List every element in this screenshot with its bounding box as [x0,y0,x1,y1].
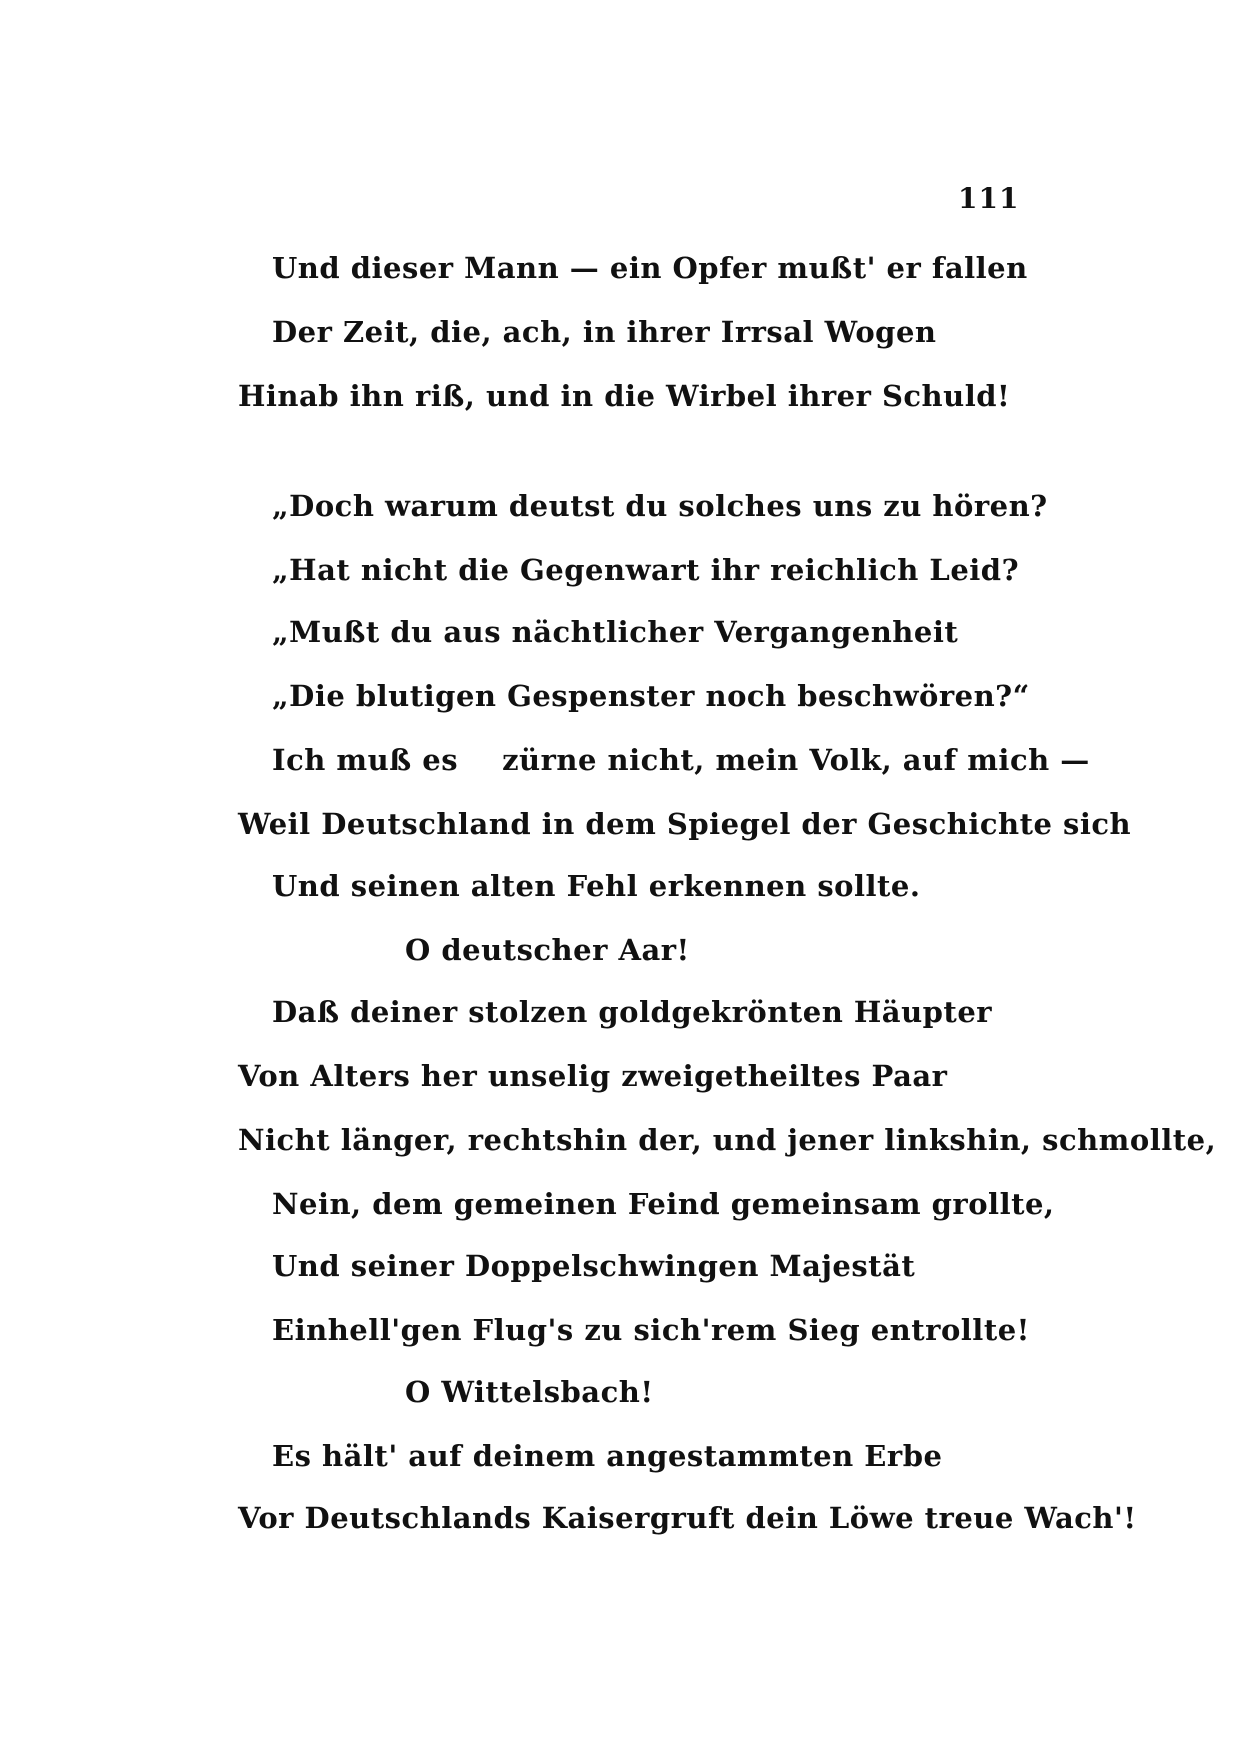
text-line: Und dieser Mann — ein Opfer mußt' er fallen [272,251,1028,285]
text-line: Weil Deutschland in dem Spiegel der Geschichte sich [238,807,1132,841]
text-line: Vor Deutschlands Kaisergruft dein Löwe treue Wach'! [238,1501,1137,1535]
text-line: „Doch warum deutst du solches uns zu hören? [272,489,1048,523]
text-line: Und seiner Doppelschwingen Majestät [272,1249,916,1283]
page-number: 111 [958,182,1020,215]
text-line-split [272,742,1090,778]
text-line: „Die blutigen Gespenster noch beschwören?“ [272,679,1030,713]
text-line-part: Ich muß es [272,743,459,777]
text-line: Nicht länger, rechtshin der, und jener linkshin, schmollte, [238,1123,1217,1157]
text-line: O Wittelsbach! [405,1375,654,1409]
text-line: Der Zeit, die, ach, in ihrer Irrsal Wogen [272,315,937,349]
text-line: Einhell'gen Flug's zu sich'rem Sieg entrollte! [272,1313,1030,1347]
text-line: O deutscher Aar! [405,933,690,967]
text-line: Es hält' auf deinem angestammten Erbe [272,1439,943,1473]
text-line: „Hat nicht die Gegenwart ihr reichlich Leid? [272,553,1020,587]
text-line: Nein, dem gemeinen Feind gemeinsam grollte, [272,1187,1055,1221]
text-line-part: zürne nicht, mein Volk, auf mich — [502,743,1090,777]
text-line: Und seinen alten Fehl erkennen sollte. [272,869,921,903]
text-line: Hinab ihn riß, und in die Wirbel ihrer Schuld! [238,379,1011,413]
text-line: Von Alters her unselig zweigetheiltes Paar [238,1059,948,1093]
text-line: „Mußt du aus nächtlicher Vergangenheit [272,615,959,649]
text-line: Daß deiner stolzen goldgekrönten Häupter [272,995,993,1029]
